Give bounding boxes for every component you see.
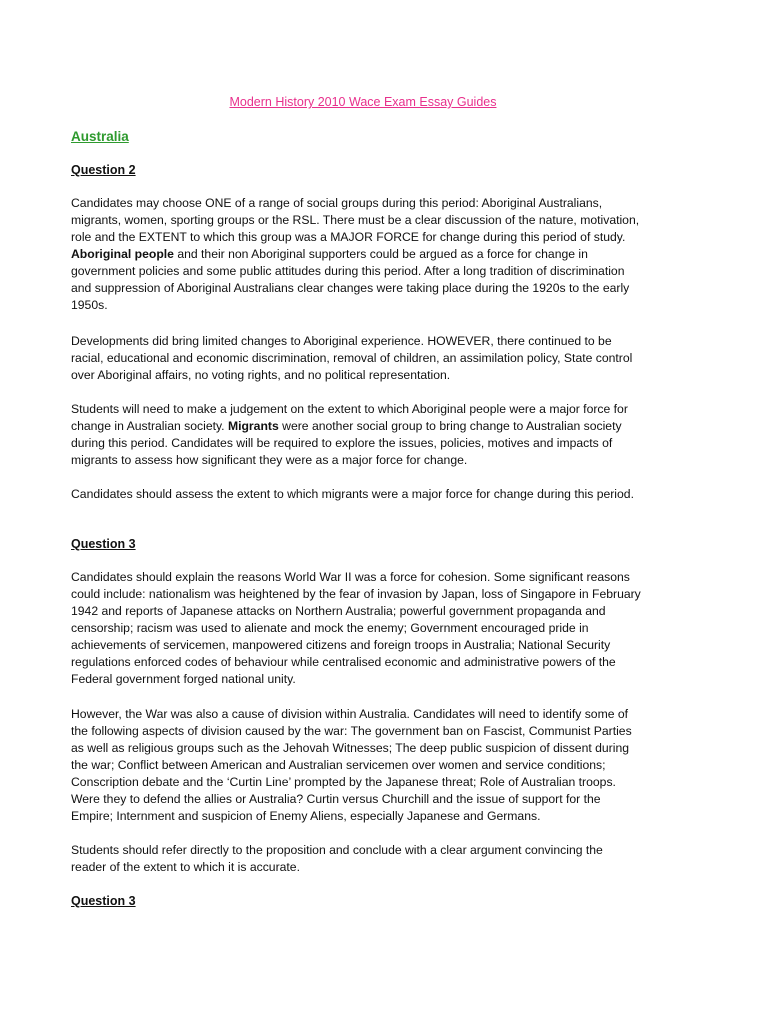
question-3-second-heading: Question 3 bbox=[71, 894, 136, 908]
question-3-heading: Question 3 bbox=[71, 537, 136, 551]
document-title: Modern History 2010 Wace Exam Essay Guides bbox=[229, 95, 497, 109]
question-3-paragraph-3: Students should refer directly to the proposition and conclude with a clear argument convincing the reader of the extent to which it is accurate. bbox=[71, 843, 603, 874]
q2-p1-text-b: and their non Aboriginal supporters could be argued as a force for change in government policies and some public attitudes during this period. After a long tradition of discrimination and suppression of Aboriginal Australians clear changes were taking place during the 1920s to the early 1950s. bbox=[71, 247, 630, 312]
q2-p3-text-b: were another social group to bring change to Australian society during this period. Candidates will be required to explore the issues, policies, motives and impacts of migrants to assess how significant they were as a major force for change. bbox=[71, 419, 622, 467]
question-2-paragraph-1 bbox=[71, 195, 641, 314]
q2-p3-text-a: Students will need to make a judgement on the extent to which Aboriginal people were a major force for change in Australian society. bbox=[71, 402, 628, 433]
question-3-paragraph-1: Candidates should explain the reasons World War II was a force for cohesion. Some significant reasons could include: nationalism was heightened by the fear of invasion by Japan, loss of Singapore in February 1942 and reports of Japanese attacks on Northern Australia; powerful government propaganda and censorship; racism was used to alienate and mock the enemy; Government encouraged pride in achievements of servicemen, manpowered citizens and foreign troops in Australia; National Security regulations enforced codes of behaviour while centralised economic and administrative powers of the Federal government forged national unity. bbox=[71, 570, 641, 686]
q2-p3-bold-migrants: Migrants bbox=[227, 419, 279, 433]
question-2-paragraph-2: Developments did bring limited changes to Aboriginal experience. HOWEVER, there continued to be racial, educational and economic discrimination, removal of children, an assimilation policy, State control over Aboriginal affairs, no voting rights, and no political representation. bbox=[71, 334, 633, 382]
q2-p1-text-a: Candidates may choose ONE of a range of social groups during this period: Aboriginal Australians, migrants, women, sporting groups or the RSL. There must be a clear discussion of the nature, motivation, role and the EXTENT to which this group was a MAJOR FORCE for change during this period of study. bbox=[71, 196, 640, 244]
question-2-paragraph-4: Candidates should assess the extent to which migrants were a major force for change during this period. bbox=[71, 487, 634, 501]
question-3-paragraph-2: However, the War was also a cause of division within Australia. Candidates will need to identify some of the following aspects of division caused by the war: The government ban on Fascist, Communist Parties as well as religious groups such as the Jehovah Witnesses; The deep public suspicion of dissent during the war; Conflict between American and Australian servicemen over women and service conditions; Conscription debate and the ‘Curtin Line’ prompted by the Japanese threat; Role of Australian troops. Were they to defend the allies or Australia? Curtin versus Churchill and the issue of support for the Empire; Internment and suspicion of Enemy Aliens, especially Japanese and Germans. bbox=[71, 707, 632, 823]
question-2-heading: Question 2 bbox=[71, 163, 136, 177]
question-2-paragraph-3 bbox=[71, 401, 641, 469]
q2-p1-bold-aboriginal: Aboriginal people bbox=[71, 247, 174, 261]
section-heading-australia: Australia bbox=[71, 129, 129, 144]
